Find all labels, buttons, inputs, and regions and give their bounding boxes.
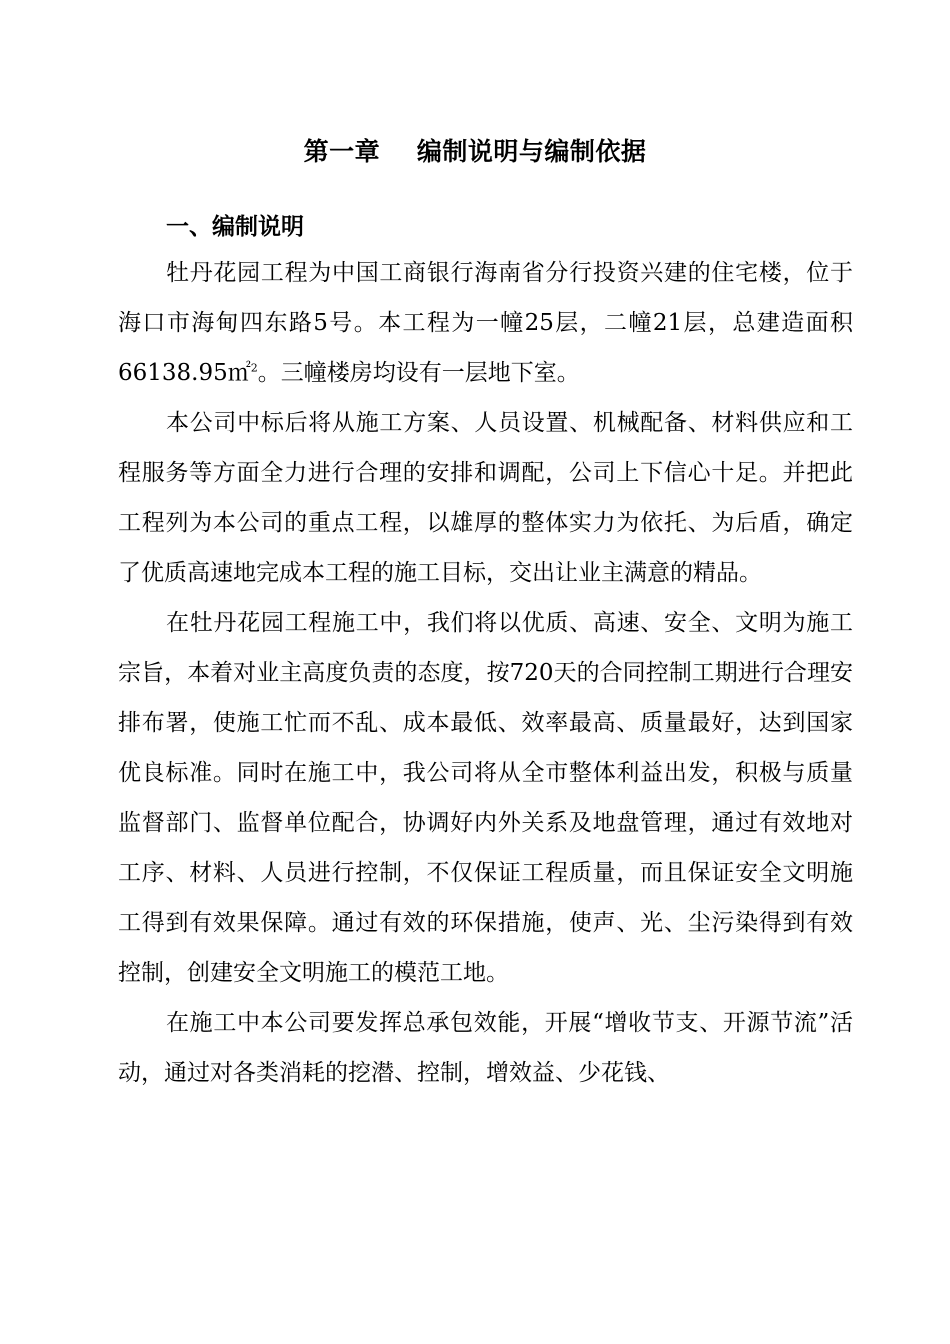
paragraph-4: 在施工中本公司要发挥总承包效能，开展“增收节支、开源节流”活动，通过对各类消耗的挖潜、控制，增效益、少花钱、 (118, 1010, 853, 1086)
chapter-title: 第一章 编制说明与编制依据 (303, 137, 647, 166)
section-heading: 一、编制说明 (166, 214, 304, 240)
paragraph-3: 在牡丹花园工程施工中，我们将以优质、高速、安全、文明为施工宗旨，本着对业主高度负责的态度，按720天的合同控制工期进行合理安排布署，使施工忙而不乱、成本最低、效率最高、质量最好，达到国家优良标准。同时在施工中，我公司将从全市整体利益出发，积极与质量监督部门、监督单位配合，协调好内外关系及地盘管理，通过有效地对工序、材料、人员进行控制，不仅保证工程质量，而且保证安全文明施工得到有效果保障。通过有效的环保措施，使声、光、尘污染得到有效控制，创建安全文明施工的模范工地。 (118, 610, 853, 986)
paragraph-1-text: 牡丹花园工程为中国工商银行海南省分行投资兴建的住宅楼，位于海口市海甸四东路5号。本工程为一幢25层，二幢21层，总建造面积66138.95㎡ (118, 260, 853, 386)
area-superscript: 2 (250, 361, 258, 375)
paragraph-1-text-end: 。三幢楼房均设有一层地下室。 (257, 360, 580, 386)
paragraph-2: 本公司中标后将从施工方案、人员设置、机械配备、材料供应和工程服务等方面全力进行合理的安排和调配，公司上下信心十足。并把此工程列为本公司的重点工程，以雄厚的整体实力为依托、为后盾，确定了优质高速地完成本工程的施工目标，交出让业主满意的精品。 (118, 410, 853, 586)
body-text (118, 248, 853, 1098)
paragraph-1 (118, 248, 853, 398)
